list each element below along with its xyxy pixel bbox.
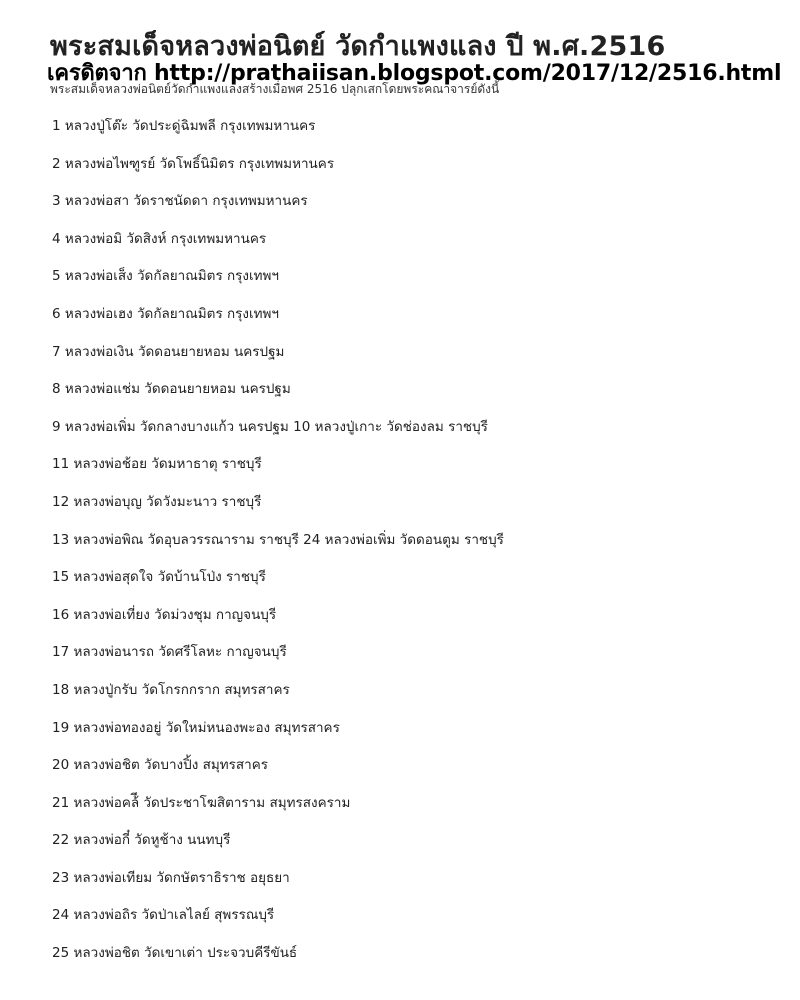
list-item: 6 หลวงพ่อเฮง วัดกัลยาณมิตร กรุงเทพฯ bbox=[52, 305, 279, 322]
list-item: 22 หลวงพ่อกี๋ วัดหูช้าง นนทบุรี bbox=[52, 832, 231, 849]
list-item: 2 หลวงพ่อไพฑูรย์ วัดโพธิ์นิมิตร กรุงเทพมหานคร bbox=[52, 155, 335, 172]
list-item: 17 หลวงพ่อนารถ วัดศรีโลหะ กาญจนบุรี bbox=[52, 644, 287, 661]
list-item: 13 หลวงพ่อพิณ วัดอุบลวรรณาราม ราชบุรี 24 หลวงพ่อเพิ่ม วัดดอนตูม ราชบุรี bbox=[52, 531, 504, 548]
list-item: 9 หลวงพ่อเพิ่ม วัดกลางบางแก้ว นครปฐม 10 หลวงปู่เกาะ วัดช่องลม ราชบุรี bbox=[52, 418, 488, 435]
list-item: 16 หลวงพ่อเที่ยง วัดม่วงชุม กาญจนบุรี bbox=[52, 606, 277, 623]
list-item: 21 หลวงพ่อคล้ี วัดประชาโฆสิตาราม สมุทรสงคราม bbox=[52, 794, 351, 811]
monk-list bbox=[52, 116, 504, 981]
list-item: 15 หลวงพ่อสุดใจ วัดบ้านโป่ง ราชบุรี bbox=[52, 569, 266, 586]
list-item: 7 หลวงพ่อเงิน วัดดอนยายหอม นครปฐม bbox=[52, 343, 285, 360]
list-item: 23 หลวงพ่อเทียม วัดกษัตราธิราช อยุธยา bbox=[52, 869, 290, 886]
list-item: 24 หลวงพ่อถิร วัดป่าเลไลย์ สุพรรณบุรี bbox=[52, 907, 275, 924]
page-title: พระสมเด็จหลวงพ่อนิตย์ วัดกำแพงแลง ปี พ.ศ.2516 bbox=[50, 31, 666, 62]
list-item: 11 หลวงพ่อช้อย วัดมหาธาตุ ราชบุรี bbox=[52, 456, 262, 473]
list-item: 18 หลวงปู่กรับ วัดโกรกกราก สมุทรสาคร bbox=[52, 681, 290, 698]
list-item: 3 หลวงพ่อสา วัดราชนัดดา กรุงเทพมหานคร bbox=[52, 193, 308, 210]
list-item: 4 หลวงพ่อมิ วัดสิงห์ กรุงเทพมหานคร bbox=[52, 230, 267, 247]
list-item: 19 หลวงพ่อทองอยู่ วัดใหม่หนองพะอง สมุทรสาคร bbox=[52, 719, 340, 736]
intro-line: พระสมเด็จหลวงพ่อนิตย์วัดกำแพงแลงสร้างเมื่อพศ 2516 ปลุกเสกโดยพระคณาจารย์ดังนี้ bbox=[50, 82, 500, 96]
list-item: 8 หลวงพ่อแช่ม วัดดอนยายหอม นครปฐม bbox=[52, 381, 291, 398]
list-item: 5 หลวงพ่อเส็ง วัดกัลยาณมิตร กรุงเทพฯ bbox=[52, 268, 279, 285]
list-item: 25 หลวงพ่อชิต วัดเขาเต่า ประจวบคีรีขันธ์ bbox=[52, 945, 298, 962]
list-item: 1 หลวงปู่โต๊ะ วัดประดู่ฉิมพลี กรุงเทพมหานคร bbox=[52, 118, 316, 134]
credit-line: เครดิตจาก http://prathaiisan.blogspot.com/2017/12/2516.html bbox=[47, 61, 782, 86]
list-item: 12 หลวงพ่อบุญ วัดวังมะนาว ราชบุรี bbox=[52, 493, 262, 510]
list-item: 20 หลวงพ่อชิต วัดบางปิ้ง สมุทรสาคร bbox=[52, 757, 268, 774]
